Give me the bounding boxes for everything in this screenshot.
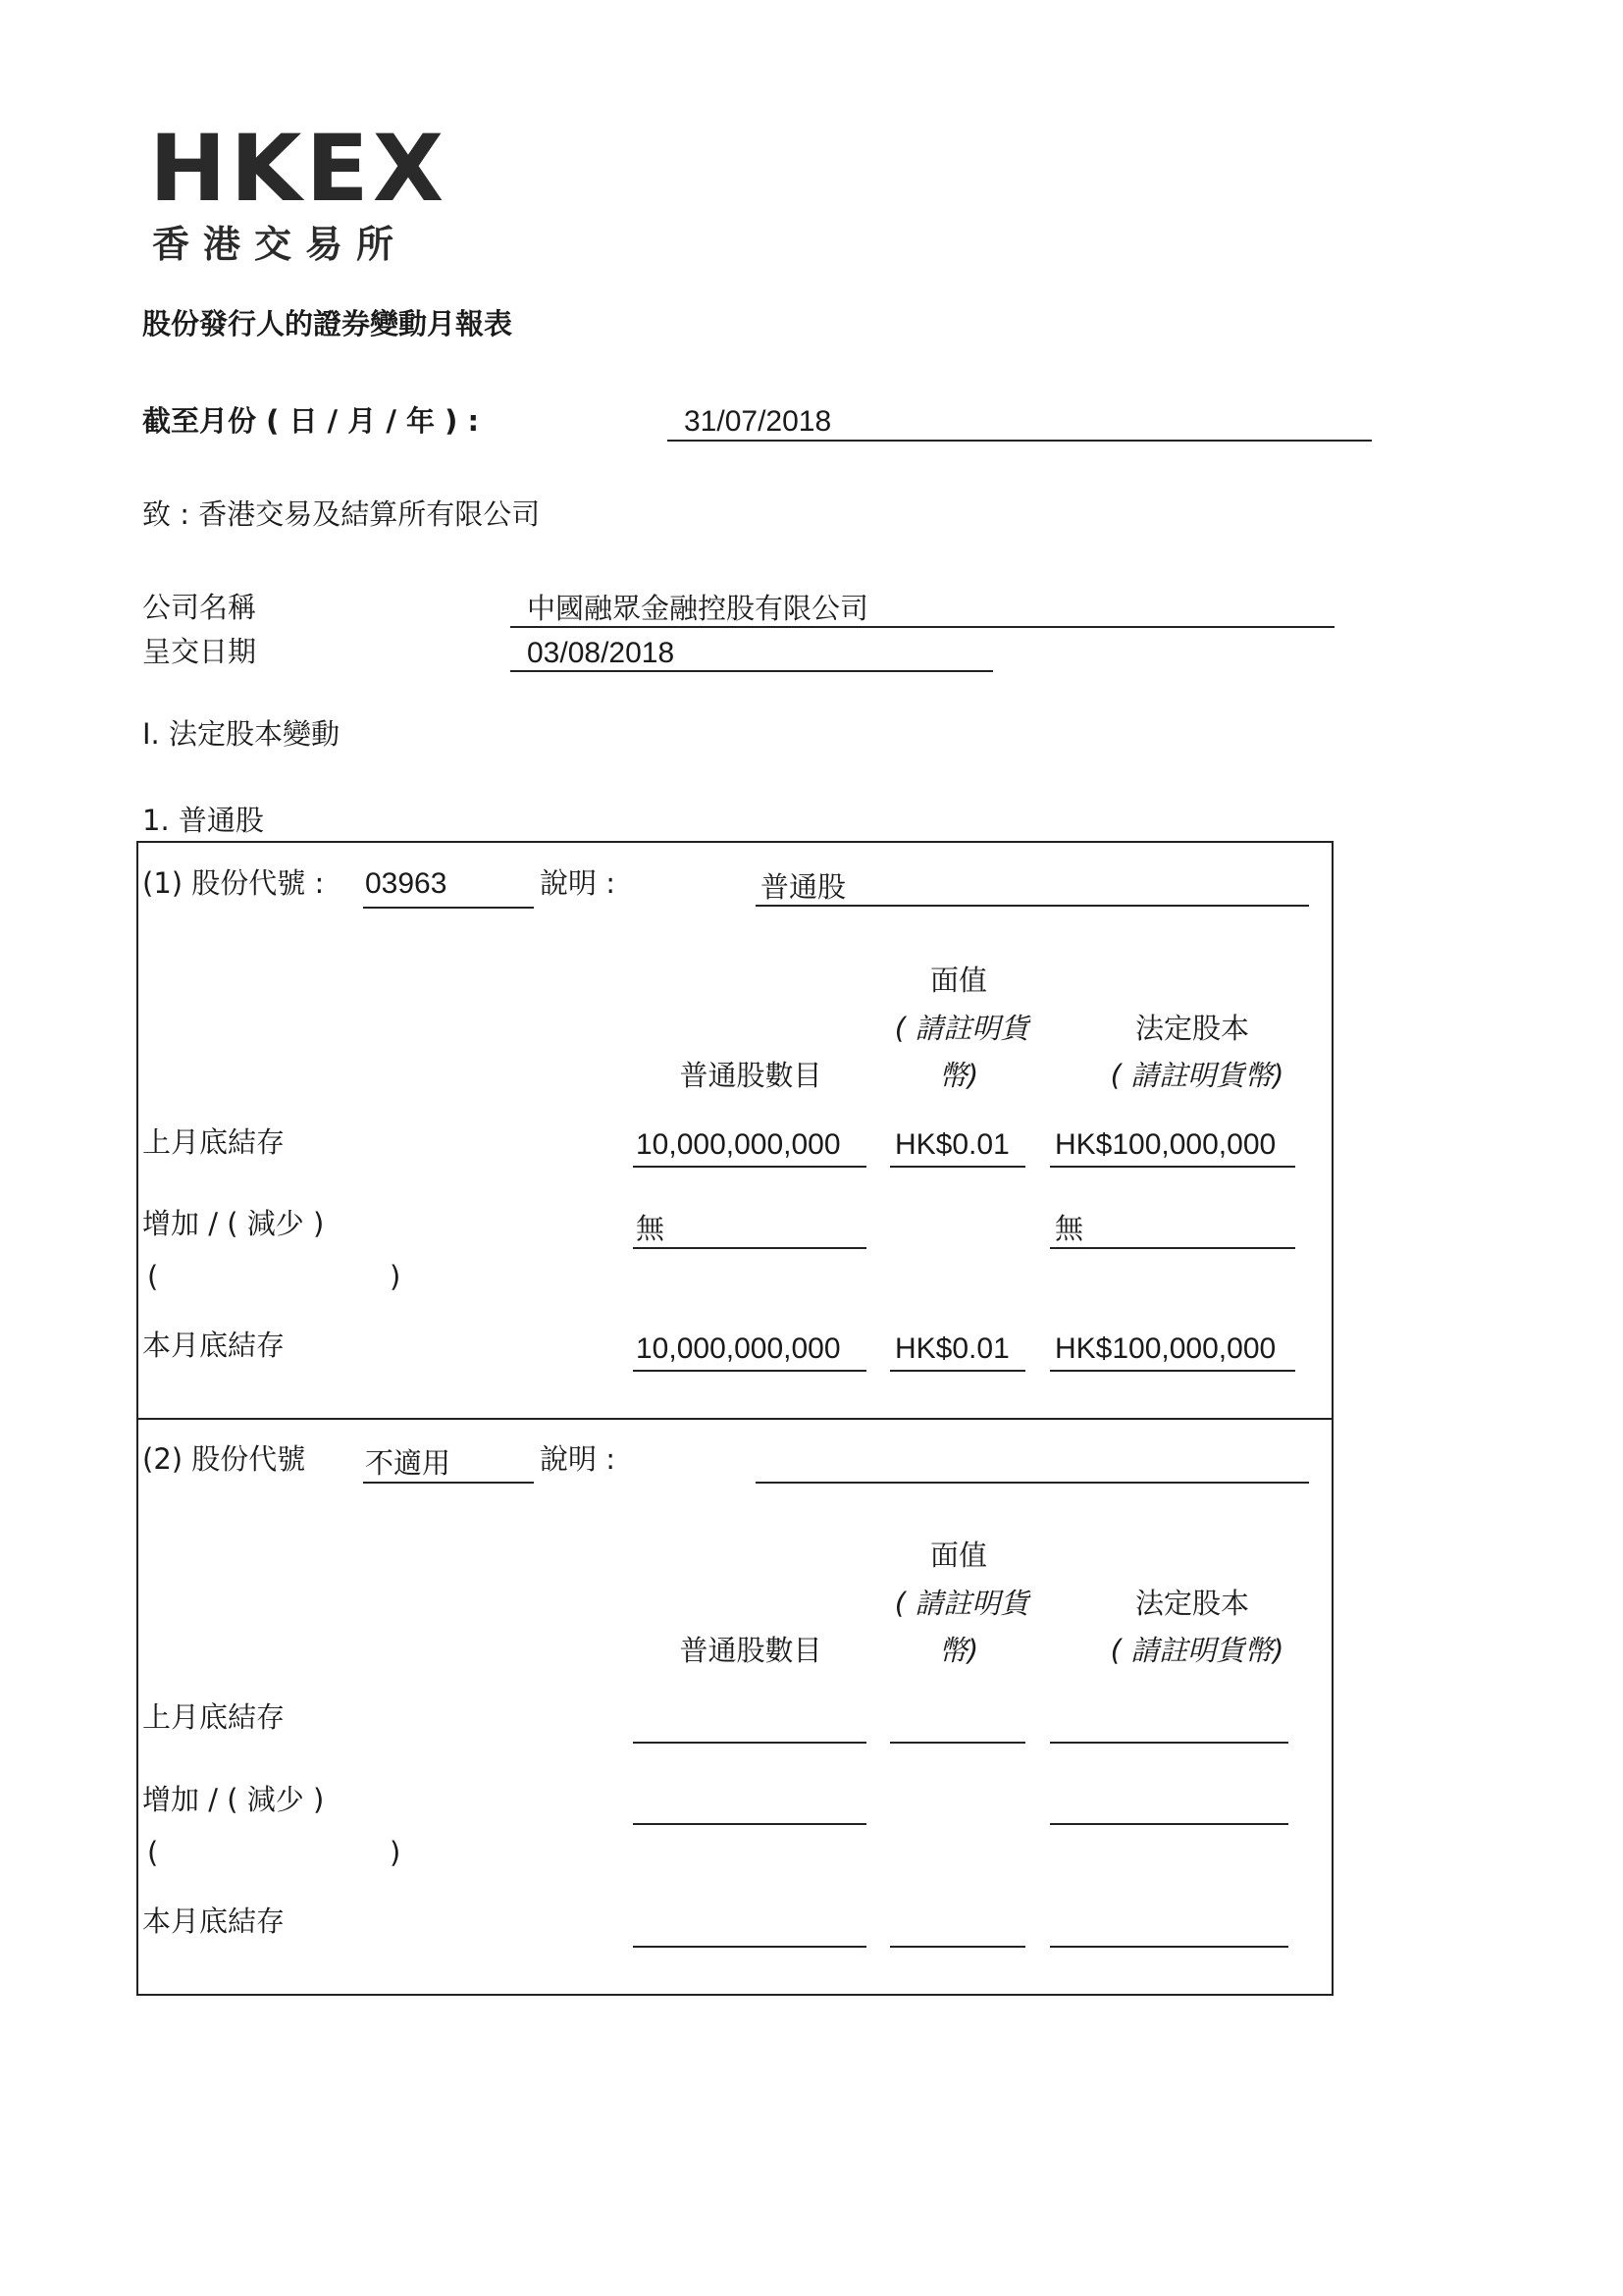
block-divider [136,1418,1334,1420]
prev-shares-underline [633,1742,866,1744]
change-note-close: ) [390,1260,401,1293]
shares-header: 普通股數目 [679,1634,822,1667]
period-underline [667,440,1372,442]
end-par-underline [890,1370,1025,1372]
submission-date-value: 03/08/2018 [527,637,675,669]
prev-par-underline [890,1166,1025,1168]
prev-balance-label: 上月底結存 [142,1700,286,1734]
submission-date-underline [510,670,993,672]
change-capital-underline [1050,1247,1295,1249]
period-label: 截至月份 ( 日 / 月 / 年 ) : [142,404,480,438]
capital-header-currency: ( 請註明貨幣) [1110,1059,1284,1092]
change-label: 增加 / ( 減少 ) [142,1207,325,1240]
end-par-underline [890,1946,1025,1948]
stock-code-value: 03963 [365,867,447,900]
subsection-title: 1. 普通股 [142,804,264,837]
description-label: 說明 : [540,866,615,900]
section-title: I. 法定股本變動 [142,717,340,751]
end-shares-underline [633,1946,866,1948]
prev-shares-underline [633,1166,866,1168]
end-capital: HK$100,000,000 [1055,1332,1277,1365]
change-shares: 無 [636,1212,665,1245]
stock-code-underline [363,1482,534,1484]
end-shares-underline [633,1370,866,1372]
change-note-close: ) [390,1836,401,1869]
prev-capital-underline [1050,1742,1288,1744]
recipient: 致 : 香港交易及結算所有限公司 [142,497,541,531]
hkex-logo-text: HKEX [149,116,448,223]
end-par: HK$0.01 [895,1332,1010,1365]
par-header-currency: ( 請註明貨 [894,1587,1029,1620]
change-label: 增加 / ( 減少 ) [142,1783,325,1816]
capital-header: 法定股本 [1134,1587,1249,1620]
submission-date-label: 呈交日期 [142,635,257,668]
par-header-currency-end: 幣) [938,1634,979,1667]
change-note-open: ( [147,1836,159,1869]
end-balance-label: 本月底結存 [142,1905,286,1938]
description-label: 說明 : [540,1442,615,1476]
par-header: 面值 [929,964,987,997]
capital-header: 法定股本 [1134,1012,1249,1045]
company-label: 公司名稱 [142,591,257,624]
description-underline [756,1482,1309,1484]
end-capital-underline [1050,1946,1288,1948]
par-header-currency: ( 請註明貨 [894,1012,1029,1045]
change-capital: 無 [1055,1212,1084,1245]
prev-balance-label: 上月底結存 [142,1125,286,1159]
capital-header-currency: ( 請註明貨幣) [1110,1634,1284,1667]
description-underline [756,905,1309,907]
par-header: 面值 [929,1539,987,1572]
form-title: 股份發行人的證券變動月報表 [142,307,513,340]
period-value: 31/07/2018 [684,405,832,438]
change-note-open: ( [147,1260,159,1293]
end-capital-underline [1050,1370,1295,1372]
change-shares-underline [633,1247,866,1249]
end-shares: 10,000,000,000 [636,1332,841,1365]
par-header-currency-end: 幣) [938,1059,979,1092]
change-capital-underline [1050,1823,1288,1825]
end-balance-label: 本月底結存 [142,1329,286,1362]
change-shares-underline [633,1823,866,1825]
stock-code-label: (1) 股份代號 : [142,866,325,900]
stock-code-label: (2) 股份代號 [142,1442,306,1476]
prev-shares: 10,000,000,000 [636,1128,841,1161]
prev-capital-underline [1050,1166,1295,1168]
stock-code-underline [363,907,534,909]
prev-capital: HK$100,000,000 [1055,1128,1277,1161]
company-underline [510,626,1335,628]
company-value: 中國融眾金融控股有限公司 [527,592,869,625]
shares-header: 普通股數目 [679,1059,822,1092]
description-value: 普通股 [760,870,847,904]
hkex-logo-chinese: 香港交易所 [152,223,408,266]
prev-par: HK$0.01 [895,1128,1010,1161]
stock-code-value: 不適用 [365,1446,451,1480]
prev-par-underline [890,1742,1025,1744]
